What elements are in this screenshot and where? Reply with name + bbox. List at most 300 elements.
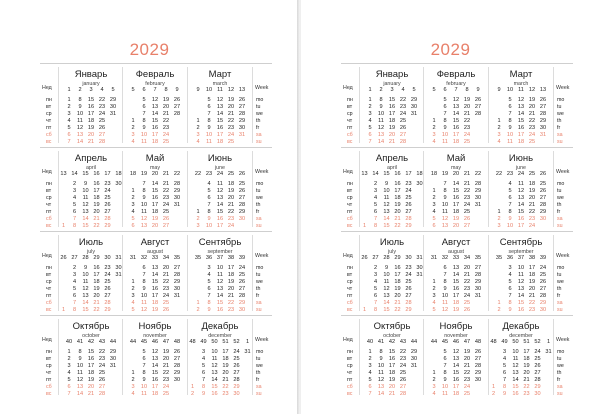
day-cell: 19 xyxy=(463,349,471,355)
day-cell: 16 xyxy=(452,286,460,292)
quarter-row xyxy=(40,147,272,231)
day-cell: 27 xyxy=(238,286,246,292)
week-number: 48 xyxy=(173,339,181,345)
day-cell: 21 xyxy=(388,391,396,397)
week-number: 19 xyxy=(441,171,449,177)
day-cell: 6 xyxy=(508,104,512,110)
day-cell: 14 xyxy=(452,111,460,117)
week-number: 29 xyxy=(93,255,100,261)
day-cell: 3 xyxy=(368,363,372,369)
week-label-en: Week xyxy=(255,169,269,175)
day-cell: 4 xyxy=(131,209,135,215)
day-cell: 8 xyxy=(201,384,206,390)
day-cell: 1 xyxy=(497,209,501,215)
day-cell: 6 xyxy=(502,370,507,376)
week-number: 50 xyxy=(211,339,218,345)
day-cell: 14 xyxy=(517,111,525,117)
day-cell: 18 xyxy=(87,370,95,376)
day-cell: 15 xyxy=(216,300,224,306)
month-name: Март xyxy=(208,69,232,80)
week-label-en: Week xyxy=(556,253,570,259)
week-number: 51 xyxy=(222,339,229,345)
week-number: 1 xyxy=(368,87,372,93)
week-number: 46 xyxy=(452,339,460,345)
week-number: 26 xyxy=(238,171,246,177)
week-number: 8 xyxy=(164,87,168,93)
day-cell: 4 xyxy=(432,391,436,397)
day-cell: 1 xyxy=(131,370,135,376)
day-cell: 27 xyxy=(238,195,246,201)
weekday-label: th xyxy=(557,370,562,376)
day-cell: 26 xyxy=(104,286,111,292)
day-cell: 8 xyxy=(142,188,146,194)
day-cell: 28 xyxy=(534,377,541,383)
day-cell: 8 xyxy=(78,349,82,355)
day-cell: 10 xyxy=(441,132,449,138)
day-cell: 7 xyxy=(207,111,211,117)
day-cell: 1 xyxy=(67,349,71,355)
day-cell: 5 xyxy=(373,286,378,292)
day-cell: 28 xyxy=(173,272,181,278)
day-cell: 22 xyxy=(98,349,106,355)
day-cell: 3 xyxy=(502,349,507,355)
day-cell: 25 xyxy=(463,139,471,145)
day-cell: 22 xyxy=(162,279,170,285)
day-cell: 10 xyxy=(517,265,525,271)
day-cell: 30 xyxy=(109,356,117,362)
weekday-label: fr xyxy=(557,125,561,131)
day-cell: 27 xyxy=(162,223,170,229)
day-cell: 29 xyxy=(109,349,117,355)
month-name: Сентябрь xyxy=(499,237,543,248)
day-cell: 23 xyxy=(463,195,471,201)
weekday-label: пт xyxy=(46,377,52,383)
day-cell: 16 xyxy=(151,286,159,292)
day-cell: 24 xyxy=(238,265,246,271)
weekday-label: sa xyxy=(557,300,563,306)
day-cell: 11 xyxy=(518,181,524,187)
day-cell: 28 xyxy=(98,391,106,397)
day-cell: 11 xyxy=(383,279,390,285)
day-cell: 28 xyxy=(474,111,482,117)
day-cell: 4 xyxy=(207,181,211,187)
weekday-label: th xyxy=(256,286,261,292)
day-cell: 17 xyxy=(151,384,159,390)
day-cell: 21 xyxy=(227,293,235,299)
weekday-label: чт xyxy=(46,202,52,208)
day-cell: 18 xyxy=(151,300,159,306)
day-cell: 31 xyxy=(173,293,181,299)
day-cell: 21 xyxy=(227,202,235,208)
weekday-labels-en xyxy=(253,315,272,399)
day-cell: 22 xyxy=(399,97,407,103)
weekday-label: mo xyxy=(256,265,264,271)
day-cell: 30 xyxy=(474,286,482,292)
day-cell: 26 xyxy=(474,97,482,103)
day-cell: 23 xyxy=(528,216,536,222)
day-cell: 12 xyxy=(452,349,460,355)
day-cell: 11 xyxy=(518,272,524,278)
weekday-labels-ru xyxy=(341,147,359,231)
weekday-label: tu xyxy=(557,272,562,278)
week-number: 14 xyxy=(372,171,379,177)
day-cell: 25 xyxy=(539,181,547,187)
day-cell: 29 xyxy=(405,223,412,229)
day-cell: 25 xyxy=(104,195,111,201)
week-number: 18 xyxy=(115,171,122,177)
day-cell: 11 xyxy=(383,195,390,201)
day-cell: 28 xyxy=(98,139,106,145)
day-cell: 10 xyxy=(140,293,148,299)
day-cell: 20 xyxy=(93,293,100,299)
day-cell: 10 xyxy=(441,384,449,390)
day-cell: 20 xyxy=(388,132,396,138)
month-name-en: april xyxy=(386,164,397,171)
week-number: 29 xyxy=(394,255,401,261)
day-cell: 7 xyxy=(443,272,447,278)
day-cell: 6 xyxy=(368,384,372,390)
day-cell: 17 xyxy=(216,132,224,138)
day-cell: 17 xyxy=(452,202,460,208)
day-cell: 25 xyxy=(539,272,547,278)
day-cell: 27 xyxy=(238,104,246,110)
week-number: 33 xyxy=(452,255,460,261)
day-cell: 14 xyxy=(82,300,89,306)
month-block xyxy=(188,231,252,315)
weekday-label: ср xyxy=(347,111,353,117)
day-cell: 23 xyxy=(222,391,229,397)
week-number: 14 xyxy=(71,171,78,177)
day-cell: 19 xyxy=(452,216,460,222)
week-number: 36 xyxy=(506,255,514,261)
day-cell: 8 xyxy=(373,307,378,313)
day-cell: 15 xyxy=(82,223,89,229)
day-cell: 14 xyxy=(216,202,224,208)
weekday-label: пн xyxy=(46,349,52,355)
day-cell: 21 xyxy=(463,111,471,117)
day-cell: 3 xyxy=(432,384,436,390)
day-cell: 26 xyxy=(162,307,170,313)
day-cell: 17 xyxy=(517,132,525,138)
day-cell: 26 xyxy=(534,363,541,369)
day-cell: 24 xyxy=(162,293,170,299)
day-cell: 27 xyxy=(399,384,407,390)
day-cell: 26 xyxy=(474,349,482,355)
weekday-label: su xyxy=(256,307,262,313)
weekday-label: чт xyxy=(347,202,353,208)
day-cell: 18 xyxy=(452,209,460,215)
day-cell: 15 xyxy=(383,223,390,229)
day-cell: 2 xyxy=(131,286,135,292)
month-name-en: april xyxy=(85,164,96,171)
day-cell: 2 xyxy=(67,104,71,110)
weekday-label: tu xyxy=(557,104,562,110)
day-cell: 14 xyxy=(151,181,159,187)
day-cell: 27 xyxy=(405,293,412,299)
column-divider xyxy=(553,319,554,395)
day-cell: 16 xyxy=(388,356,396,362)
day-cell: 25 xyxy=(233,356,240,362)
quarter-row xyxy=(40,315,272,399)
month-block xyxy=(59,147,123,231)
day-cell: 25 xyxy=(399,370,407,376)
day-cell: 17 xyxy=(452,384,460,390)
day-cell: 3 xyxy=(67,111,71,117)
week-number: 25 xyxy=(227,171,235,177)
week-label-ru: Нед xyxy=(42,169,52,175)
day-cell: 17 xyxy=(216,223,224,229)
day-cell: 26 xyxy=(463,307,471,313)
month-name-en: november xyxy=(444,332,468,339)
day-cell: 12 xyxy=(140,307,148,313)
week-number: 5 xyxy=(111,87,115,93)
day-cell: 7 xyxy=(72,216,77,222)
day-cell: 3 xyxy=(131,293,135,299)
day-cell: 6 xyxy=(443,356,447,362)
calendar-page-right xyxy=(301,0,600,414)
day-cell: 23 xyxy=(162,195,170,201)
day-cell: 16 xyxy=(388,104,396,110)
day-cell: 23 xyxy=(405,265,412,271)
day-cell: 24 xyxy=(534,349,541,355)
month-block xyxy=(360,315,424,399)
weekday-label: tu xyxy=(557,188,562,194)
week-number: 12 xyxy=(227,87,235,93)
day-cell: 11 xyxy=(206,139,212,145)
day-cell: 6 xyxy=(373,293,378,299)
weekday-label: tu xyxy=(256,356,261,362)
week-label-en: Week xyxy=(255,253,269,259)
day-cell: 5 xyxy=(207,97,211,103)
day-cell: 5 xyxy=(368,125,372,131)
day-cell: 3 xyxy=(373,272,378,278)
week-number: 37 xyxy=(216,255,224,261)
day-cell: 17 xyxy=(87,363,95,369)
day-cell: 28 xyxy=(405,216,412,222)
month-name: Октябрь xyxy=(72,321,110,332)
weekday-label: su xyxy=(557,139,563,145)
day-cell: 30 xyxy=(238,125,246,131)
week-label-ru: Нед xyxy=(42,253,52,259)
day-cell: 13 xyxy=(151,265,159,271)
day-cell: 10 xyxy=(506,132,514,138)
day-cell: 22 xyxy=(463,118,471,124)
week-label-ru: Нед xyxy=(42,337,52,343)
quarter-row xyxy=(341,63,573,147)
month-block xyxy=(188,63,252,147)
day-cell: 18 xyxy=(394,195,401,201)
day-cell: 19 xyxy=(528,97,536,103)
weekday-labels-en xyxy=(554,315,573,399)
day-cell: 16 xyxy=(151,377,159,383)
day-cell: 5 xyxy=(72,286,77,292)
week-number: 48 xyxy=(490,339,497,345)
day-cell: 3 xyxy=(196,223,200,229)
weekday-label: чт xyxy=(347,370,353,376)
weekday-label: sa xyxy=(256,216,262,222)
day-cell: 8 xyxy=(443,279,447,285)
quarter-row xyxy=(341,315,573,399)
calendar-page-left xyxy=(0,0,299,414)
day-cell: 11 xyxy=(82,279,89,285)
month-name: Июнь xyxy=(508,153,534,164)
day-cell: 11 xyxy=(82,195,89,201)
day-cell: 25 xyxy=(98,118,106,124)
day-cell: 9 xyxy=(379,104,383,110)
weekday-label: fr xyxy=(256,125,260,131)
day-cell: 21 xyxy=(93,216,100,222)
day-cell: 3 xyxy=(508,265,512,271)
day-cell: 8 xyxy=(207,118,211,124)
week-number: 3 xyxy=(89,87,93,93)
week-number: 37 xyxy=(517,255,525,261)
day-cell: 1 xyxy=(67,97,71,103)
day-cell: 17 xyxy=(93,272,100,278)
day-cell: 6 xyxy=(72,209,77,215)
weekday-label: tu xyxy=(256,104,261,110)
week-number: 22 xyxy=(194,171,202,177)
month-name-en: march xyxy=(513,80,529,87)
month-name: Январь xyxy=(375,69,409,80)
week-number: 40 xyxy=(65,339,73,345)
day-cell: 15 xyxy=(452,188,460,194)
month-name: Декабрь xyxy=(502,321,540,332)
weekday-label: пт xyxy=(347,377,353,383)
week-number: 49 xyxy=(200,339,207,345)
column-divider xyxy=(553,67,554,143)
day-cell: 25 xyxy=(162,391,170,397)
week-number: 25 xyxy=(528,171,536,177)
day-cell: 29 xyxy=(104,307,111,313)
day-cell: 6 xyxy=(131,223,135,229)
day-cell: 9 xyxy=(384,265,389,271)
week-number: 26 xyxy=(539,171,547,177)
day-cell: 1 xyxy=(491,384,496,390)
week-number: 5 xyxy=(131,87,135,93)
day-cell: 30 xyxy=(410,104,418,110)
month-name: Апрель xyxy=(74,153,108,164)
month-name: Август xyxy=(441,237,471,248)
day-cell: 29 xyxy=(534,384,541,390)
day-cell: 30 xyxy=(115,181,122,187)
day-cell: 22 xyxy=(528,300,536,306)
month-name: Ноябрь xyxy=(439,321,473,332)
day-cell: 16 xyxy=(216,307,224,313)
day-cell: 24 xyxy=(399,111,407,117)
day-cell: 3 xyxy=(497,132,501,138)
day-cell: 20 xyxy=(227,104,235,110)
weekday-labels-en xyxy=(253,231,272,315)
week-number: 35 xyxy=(173,255,181,261)
day-cell: 9 xyxy=(384,181,389,187)
quarter-row xyxy=(40,63,272,147)
day-cell: 21 xyxy=(227,111,235,117)
weekday-label: we xyxy=(557,363,564,369)
day-cell: 26 xyxy=(539,188,547,194)
day-cell: 3 xyxy=(432,202,436,208)
day-cell: 20 xyxy=(394,293,401,299)
day-cell: 20 xyxy=(523,370,530,376)
week-number: 31 xyxy=(430,255,438,261)
day-cell: 18 xyxy=(151,209,159,215)
weekday-labels-en xyxy=(253,63,272,147)
day-cell: 16 xyxy=(452,195,460,201)
day-cell: 15 xyxy=(517,300,525,306)
day-cell: 18 xyxy=(151,139,159,145)
day-cell: 20 xyxy=(227,286,235,292)
day-cell: 25 xyxy=(399,118,407,124)
day-cell: 2 xyxy=(432,377,436,383)
day-cell: 27 xyxy=(104,293,111,299)
day-cell: 13 xyxy=(377,132,385,138)
day-cell: 24 xyxy=(227,223,235,229)
week-label-en: Week xyxy=(255,85,269,91)
day-cell: 29 xyxy=(474,188,482,194)
day-cell: 7 xyxy=(142,111,146,117)
week-number: 39 xyxy=(539,255,547,261)
day-cell: 4 xyxy=(368,118,372,124)
week-number: 30 xyxy=(104,255,111,261)
day-cell: 1 xyxy=(432,370,436,376)
week-number: 11 xyxy=(518,87,524,93)
week-number: 34 xyxy=(162,255,170,261)
day-cell: 31 xyxy=(109,111,117,117)
month-name: Август xyxy=(140,237,170,248)
weekday-label: mo xyxy=(557,265,565,271)
day-cell: 1 xyxy=(196,118,200,124)
day-cell: 26 xyxy=(238,97,246,103)
day-cell: 10 xyxy=(140,384,148,390)
week-label-en: Week xyxy=(556,169,570,175)
day-cell: 14 xyxy=(76,139,84,145)
day-cell: 10 xyxy=(76,363,84,369)
day-cell: 7 xyxy=(508,111,512,117)
weekday-label: th xyxy=(256,370,261,376)
day-cell: 29 xyxy=(238,118,246,124)
month-name-en: december xyxy=(509,332,533,339)
day-cell: 23 xyxy=(227,307,235,313)
day-cell: 16 xyxy=(452,377,460,383)
day-cell: 4 xyxy=(497,139,501,145)
weekday-label: пн xyxy=(347,97,353,103)
day-cell: 21 xyxy=(523,377,530,383)
day-cell: 26 xyxy=(539,279,547,285)
day-cell: 27 xyxy=(463,223,471,229)
weekday-label: пт xyxy=(46,125,52,131)
day-cell: 24 xyxy=(162,132,170,138)
day-cell: 12 xyxy=(383,202,390,208)
day-cell: 25 xyxy=(238,272,246,278)
day-cell: 20 xyxy=(528,104,536,110)
day-cell: 30 xyxy=(474,377,482,383)
day-cell: 8 xyxy=(373,223,378,229)
day-cell: 8 xyxy=(502,384,507,390)
week-number: 9 xyxy=(476,87,480,93)
day-cell: 8 xyxy=(379,349,383,355)
day-cell: 30 xyxy=(173,377,181,383)
week-number: 47 xyxy=(162,339,170,345)
day-cell: 14 xyxy=(517,293,525,299)
day-cell: 3 xyxy=(368,111,372,117)
day-cell: 10 xyxy=(383,188,390,194)
day-cell: 28 xyxy=(474,363,482,369)
day-cell: 17 xyxy=(227,265,235,271)
month-name-en: november xyxy=(143,332,167,339)
day-cell: 21 xyxy=(162,363,170,369)
weekday-label: вт xyxy=(46,188,52,194)
day-cell: 11 xyxy=(378,118,384,124)
day-cell: 14 xyxy=(76,391,84,397)
